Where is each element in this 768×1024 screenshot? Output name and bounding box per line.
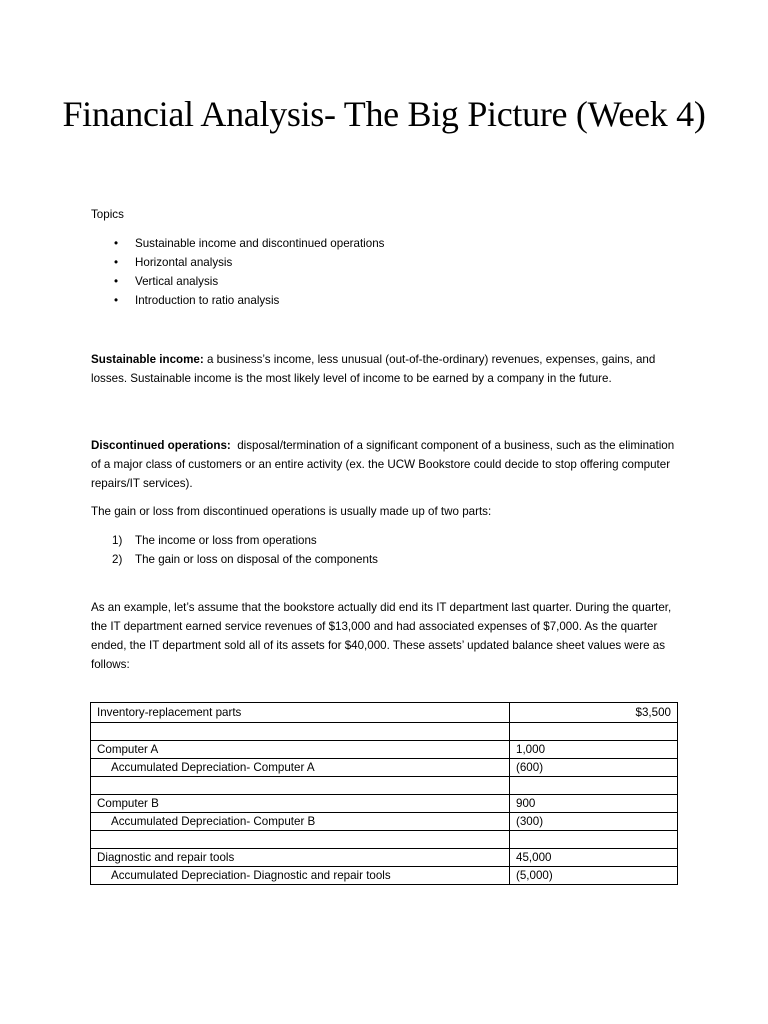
- table-cell-value: 1,000: [510, 741, 678, 759]
- table-cell-label: [91, 831, 510, 849]
- table-cell-value: (600): [510, 759, 678, 777]
- table-cell-label: Computer A: [91, 741, 510, 759]
- table-row: [91, 741, 678, 759]
- table-cell-label: [91, 777, 510, 795]
- sustainable-income-definition: a business’s income, less unusual (out-of-the-ordinary) revenues, expenses, gains, and losses. Sustainable income is the most likely level of income to be earned by a company in the future.: [91, 353, 656, 385]
- table-cell-value: [510, 723, 678, 741]
- list-item: [91, 291, 384, 310]
- sustainable-income-paragraph: [91, 350, 679, 388]
- bullet-icon: •: [114, 275, 119, 288]
- sustainable-income-term: Sustainable income:: [91, 353, 204, 366]
- part-text: The gain or loss on disposal of the components: [135, 553, 378, 566]
- table-cell-value: 900: [510, 795, 678, 813]
- table-row: [91, 849, 678, 867]
- bullet-icon: •: [114, 237, 119, 250]
- part-text: The income or loss from operations: [135, 534, 317, 547]
- table-row: [91, 795, 678, 813]
- table-row: [91, 813, 678, 831]
- table-row: [91, 703, 678, 723]
- page-title: Financial Analysis- The Big Picture (Week 4): [62, 94, 706, 134]
- table-cell-label: Accumulated Depreciation- Computer A: [91, 759, 510, 777]
- table-cell-label: Accumulated Depreciation- Computer B: [91, 813, 510, 831]
- list-item: [91, 531, 378, 550]
- table-cell-label: [91, 723, 510, 741]
- table-cell-value: (5,000): [510, 867, 678, 885]
- parts-list: [91, 531, 378, 569]
- table-cell-label: Computer B: [91, 795, 510, 813]
- discontinued-operations-paragraph: [91, 436, 679, 493]
- balance-sheet-table: [90, 702, 678, 885]
- discontinued-operations-definition: disposal/termination of a significant component of a business, such as the elimination of a major class of customers or an entire activity (ex. the UCW Bookstore could decide to stop offering computer repairs/IT services).: [91, 439, 678, 490]
- table-row: [91, 759, 678, 777]
- bullet-icon: •: [114, 256, 119, 269]
- bullet-icon: •: [114, 294, 119, 307]
- list-number: 1): [112, 534, 123, 547]
- table-row: [91, 867, 678, 885]
- list-number: 2): [112, 553, 123, 566]
- topic-text: Vertical analysis: [135, 275, 219, 288]
- table-cell-value: [510, 831, 678, 849]
- list-item: [91, 550, 378, 569]
- table-row: [91, 723, 678, 741]
- list-item: [91, 272, 384, 291]
- topic-text: Sustainable income and discontinued operations: [135, 237, 385, 250]
- table-cell-label: Inventory-replacement parts: [91, 703, 510, 723]
- table-cell-value: $3,500: [510, 703, 678, 723]
- gain-loss-intro: The gain or loss from discontinued operations is usually made up of two parts:: [91, 505, 492, 518]
- table-cell-label: Accumulated Depreciation- Diagnostic and repair tools: [91, 867, 510, 885]
- discontinued-operations-term: Discontinued operations:: [91, 439, 231, 452]
- list-item: [91, 234, 384, 253]
- table-row: [91, 831, 678, 849]
- table-cell-label: Diagnostic and repair tools: [91, 849, 510, 867]
- table-cell-value: 45,000: [510, 849, 678, 867]
- topic-text: Horizontal analysis: [135, 256, 233, 269]
- table-cell-value: (300): [510, 813, 678, 831]
- topic-text: Introduction to ratio analysis: [135, 294, 280, 307]
- topic-list: [91, 234, 384, 310]
- topics-label: Topics: [91, 208, 124, 221]
- table-cell-value: [510, 777, 678, 795]
- table-row: [91, 777, 678, 795]
- list-item: [91, 253, 384, 272]
- example-paragraph: As an example, let’s assume that the bookstore actually did end its IT department last quarter. During the quarter, the IT department earned service revenues of $13,000 and had associated expenses of $7,000. As the quarter ended, the IT department sold all of its assets for $40,000. These assets’ updated balance sheet values were as follows:: [91, 601, 672, 671]
